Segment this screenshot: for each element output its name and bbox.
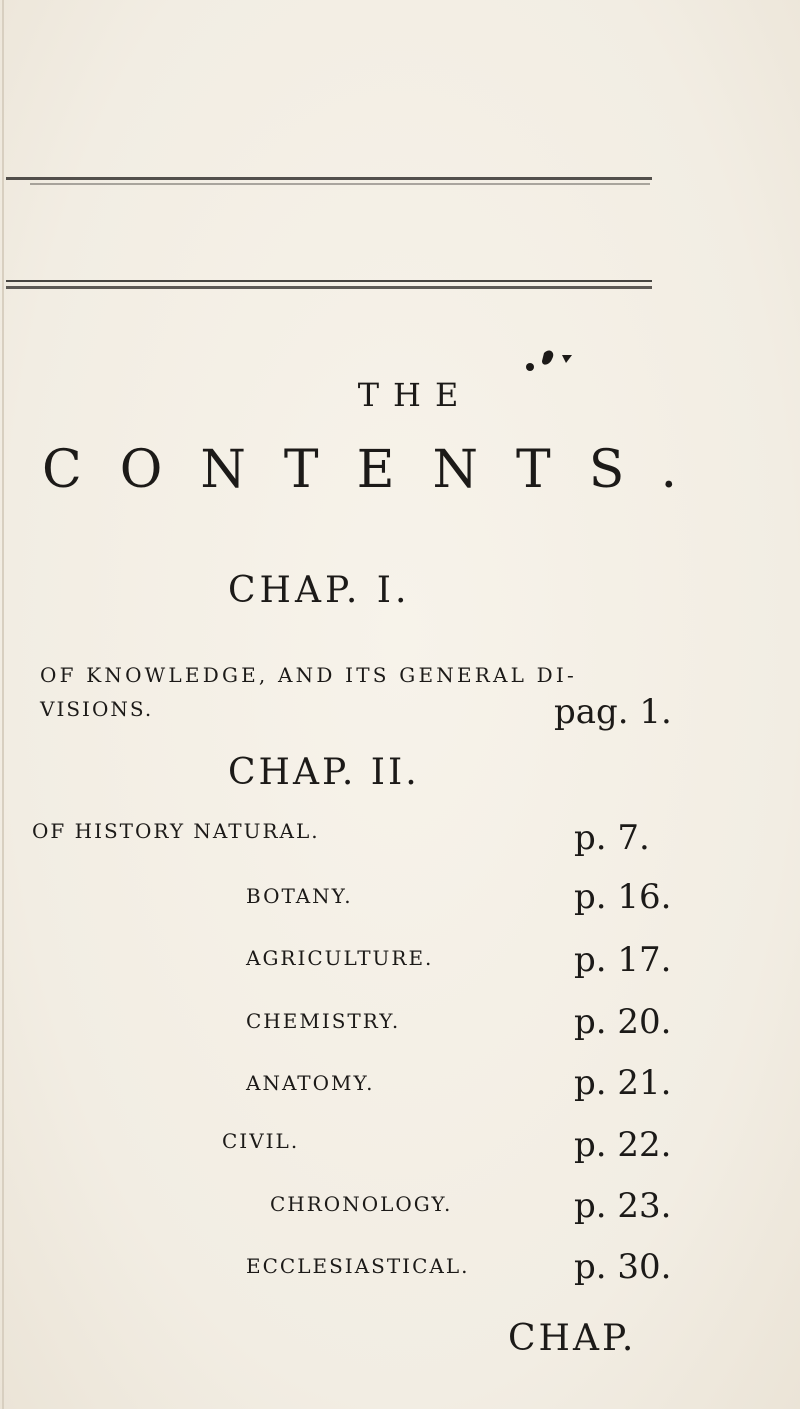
toc-entry-page: p. 7. [574,818,650,858]
toc-entry-page: p. 17. [574,940,672,980]
top-rule [6,177,652,180]
toc-entry-page: p. 20. [574,1002,672,1042]
toc-entry-label: BOTANY. [246,884,353,908]
toc-entry-page: p. 30. [574,1247,672,1287]
page-edge [2,0,4,1409]
toc-entry-page: p. 21. [574,1063,672,1103]
double-rule-upper [6,280,652,282]
toc-entry-page: p. 23. [574,1186,672,1226]
chapter-1-description-line-1: OF KNOWLEDGE, AND ITS GENERAL DI- [40,663,577,687]
toc-entry-page: p. 16. [574,877,672,917]
toc-entry-label: ECCLESIASTICAL. [246,1254,470,1278]
toc-entry-page: p. 22. [574,1125,672,1165]
heading-the: THE [357,376,473,414]
catchword: CHAP. [508,1318,637,1359]
top-rule-shadow [30,183,650,185]
heading-contents: CONTENTS. [42,440,716,500]
chapter-1-title: CHAP. I. [228,570,411,611]
chapter-2-title: CHAP. II. [228,752,420,793]
toc-entry-label: OF HISTORY NATURAL. [32,819,320,843]
toc-entry-label: AGRICULTURE. [246,946,434,970]
double-rule-lower [6,286,652,289]
chapter-1-description-line-2: VISIONS. [40,697,154,721]
toc-entry-label: ANATOMY. [246,1071,375,1095]
toc-entry-label: CHEMISTRY. [246,1009,401,1033]
chapter-1-page-ref: pag. 1. [554,692,672,732]
toc-entry-label: CHRONOLOGY. [270,1192,453,1216]
ink-ornament-icon [520,345,580,375]
toc-entry-label: CIVIL. [222,1129,300,1153]
